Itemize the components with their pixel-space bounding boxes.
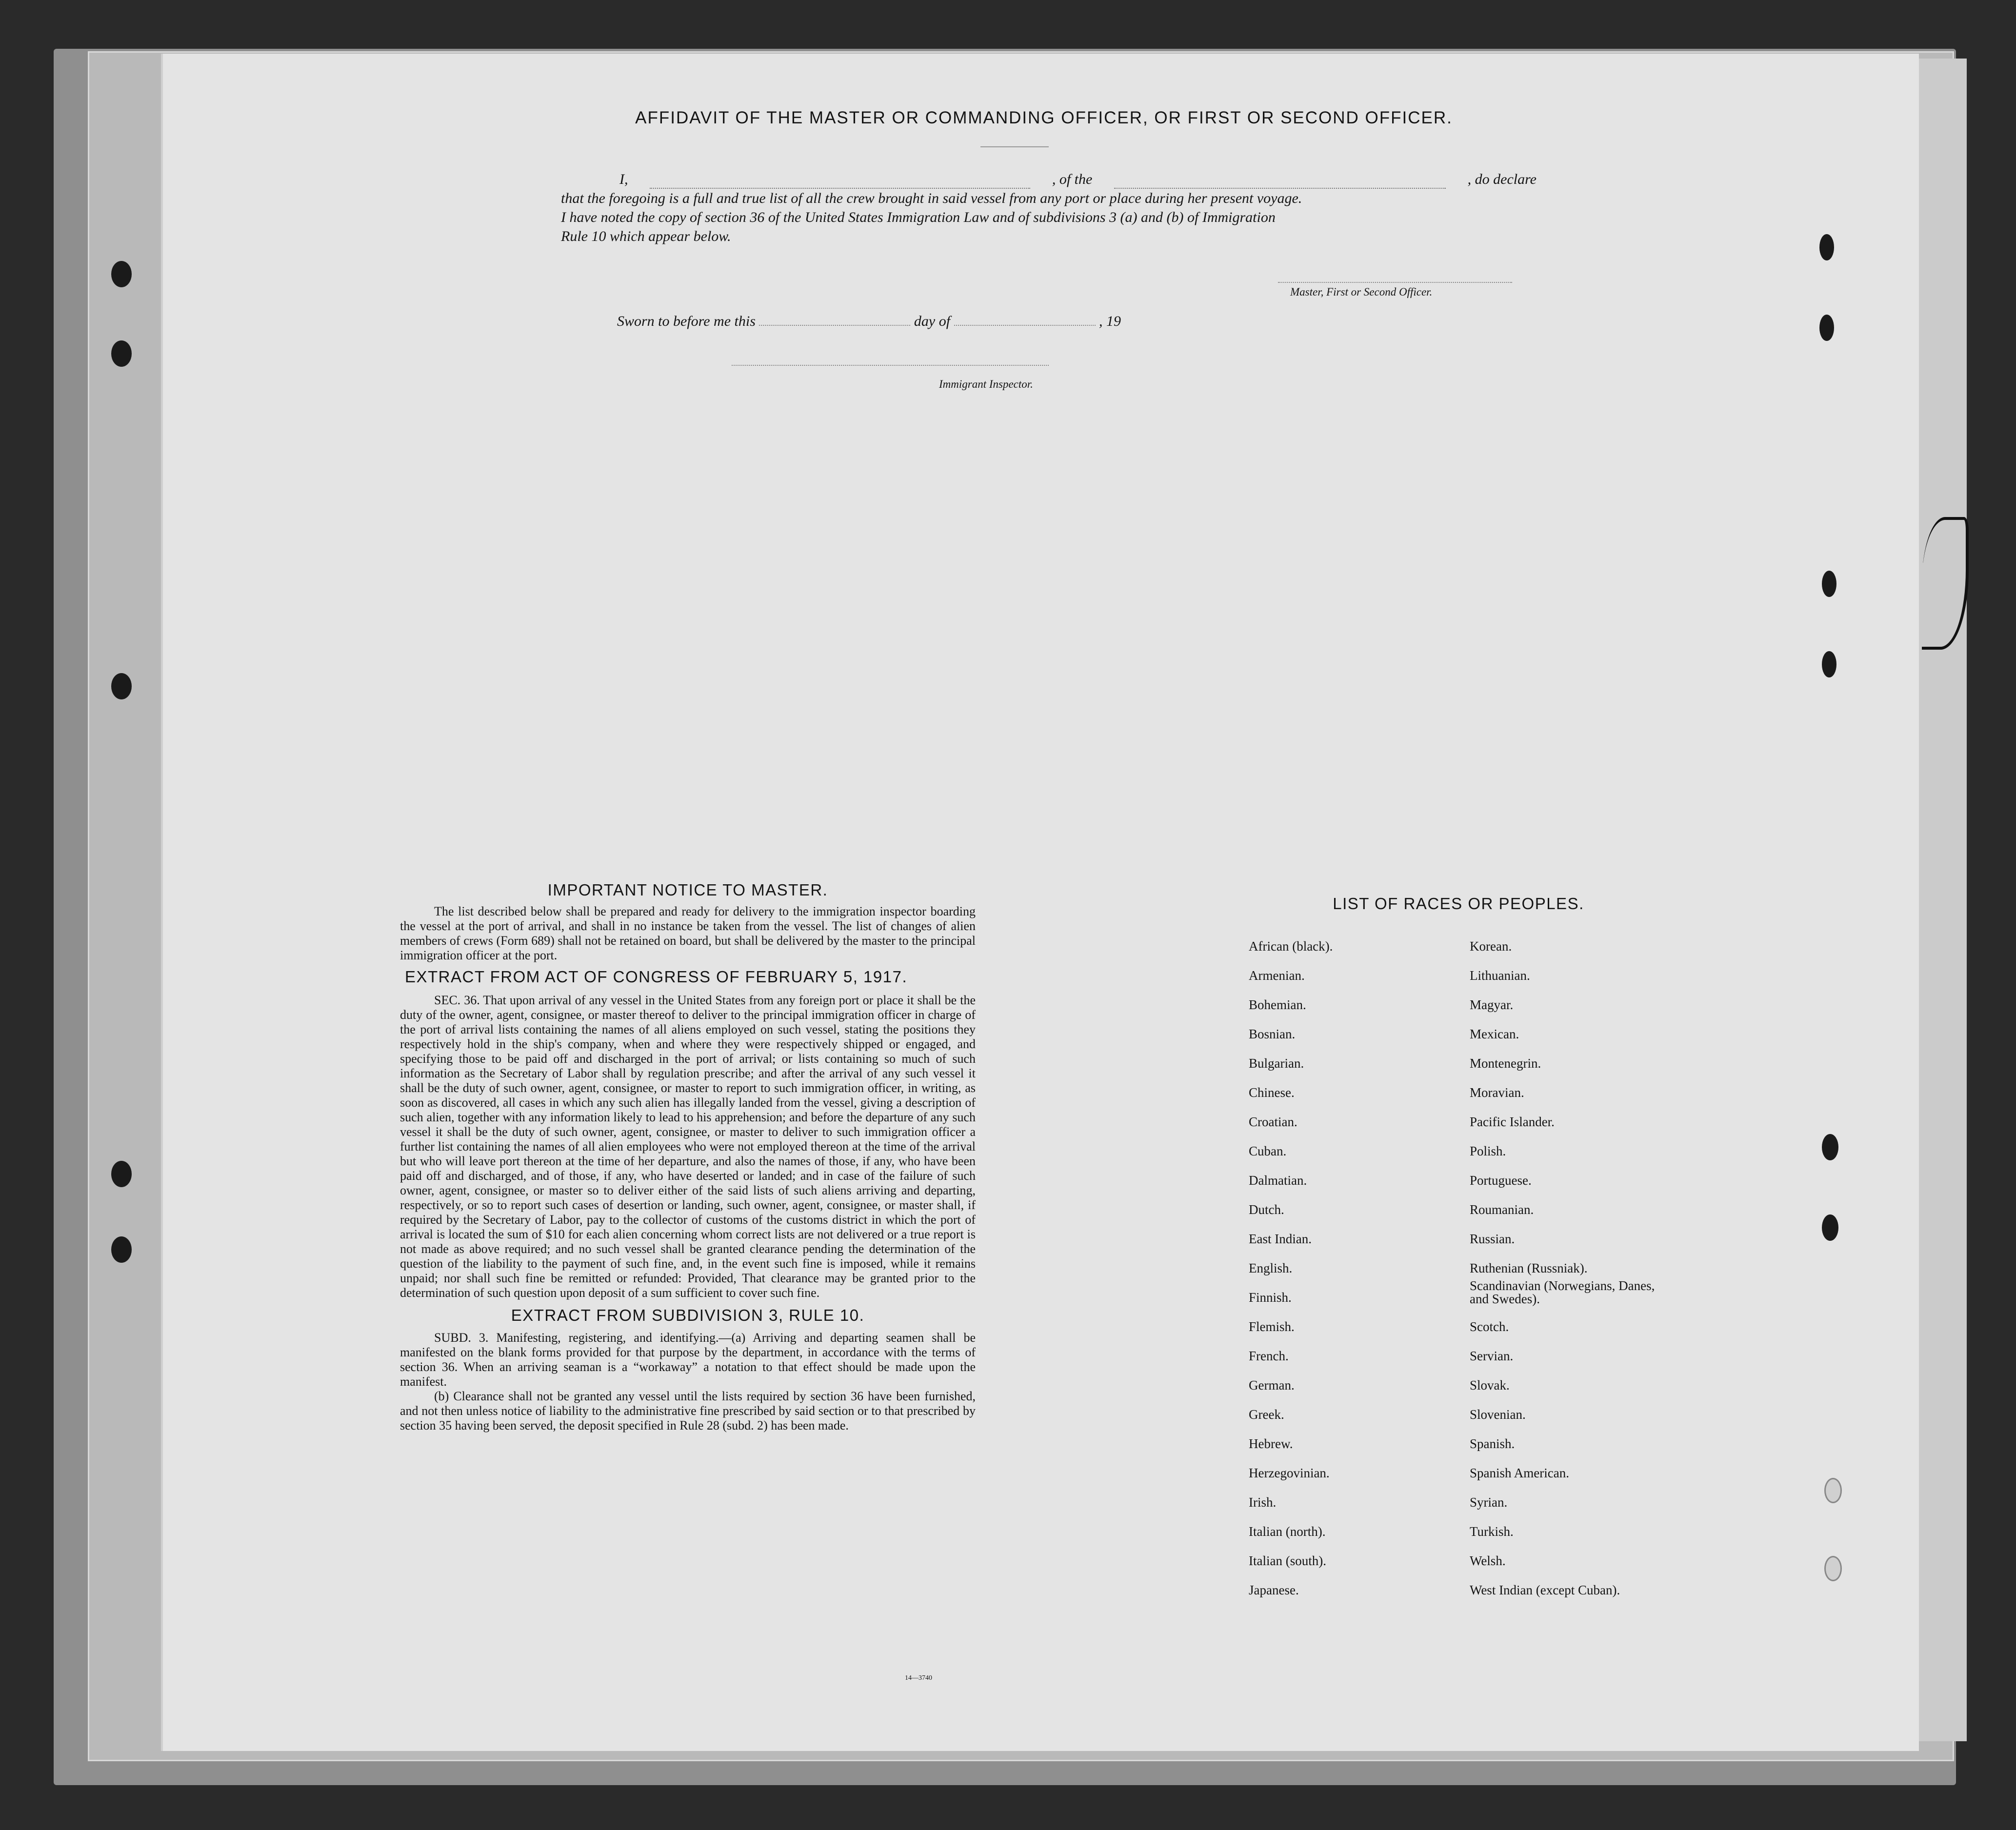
of-the-label: , of the bbox=[1052, 171, 1093, 187]
punch-hole bbox=[111, 1161, 132, 1187]
punch-hole bbox=[1822, 571, 1836, 597]
race-item: Croatian. bbox=[1249, 1114, 1297, 1129]
affidavit-body-line: Rule 10 which appear below. bbox=[561, 228, 731, 244]
notice-title: IMPORTANT NOTICE TO MASTER. bbox=[547, 881, 828, 899]
notice-text: The list described below shall be prepared and ready for delivery to the immigration inspector boarding the vessel at the port of arrival, and shall in no instance be taken from the vessel. The list of changes of alien members of crews (Form 689) shall not be retained on board, but shall be delivered by the master to the principal immigration officer at the port. bbox=[400, 904, 976, 962]
officer-name-field[interactable] bbox=[650, 170, 1030, 189]
race-item: Portuguese. bbox=[1470, 1173, 1532, 1188]
race-item: Montenegrin. bbox=[1470, 1056, 1541, 1071]
race-item: Polish. bbox=[1470, 1144, 1506, 1158]
race-item: Slovak. bbox=[1470, 1378, 1510, 1392]
race-item: Flemish. bbox=[1249, 1319, 1295, 1334]
day-of-label: day of bbox=[914, 313, 951, 329]
master-signature-field[interactable] bbox=[1278, 282, 1512, 283]
punch-hole bbox=[1819, 234, 1834, 260]
race-item: Cuban. bbox=[1249, 1144, 1287, 1158]
punch-hole bbox=[1824, 1478, 1842, 1503]
race-item: French. bbox=[1249, 1349, 1289, 1363]
races-title: LIST OF RACES OR PEOPLES. bbox=[1333, 895, 1584, 913]
race-item: Moravian. bbox=[1470, 1085, 1524, 1100]
races-right-column bbox=[1470, 939, 1679, 1612]
race-item: Dutch. bbox=[1249, 1202, 1284, 1217]
races-left-column bbox=[1249, 939, 1454, 1612]
punch-hole bbox=[1819, 315, 1834, 341]
vessel-name-field[interactable] bbox=[1114, 170, 1446, 189]
year-label: , 19 bbox=[1099, 313, 1121, 329]
race-item: Roumanian. bbox=[1470, 1202, 1534, 1217]
punch-hole bbox=[111, 261, 132, 287]
race-item: Syrian. bbox=[1470, 1495, 1508, 1510]
race-item: Mexican. bbox=[1470, 1027, 1519, 1041]
race-item: Lithuanian. bbox=[1470, 968, 1530, 983]
race-item: Italian (south). bbox=[1249, 1553, 1326, 1568]
race-item: Japanese. bbox=[1249, 1583, 1299, 1597]
punch-hole bbox=[111, 673, 132, 699]
race-item: Welsh. bbox=[1470, 1553, 1506, 1568]
rule-extract-para-b: (b) Clearance shall not be granted any vessel until the lists required by section 36 have been furnished, and not then unless notice of liability to the administrative fine prescribed by said section or to that prescribed by section 35 having been served, the deposit specified in Rule 28 (subd. 2) has been made. bbox=[400, 1389, 976, 1432]
race-item: German. bbox=[1249, 1378, 1295, 1392]
punch-hole bbox=[1822, 651, 1836, 677]
race-item: Servian. bbox=[1470, 1349, 1514, 1363]
race-item: Spanish. bbox=[1470, 1436, 1515, 1451]
punch-hole bbox=[1822, 1214, 1838, 1241]
rule-extract-title: EXTRACT FROM SUBDIVISION 3, RULE 10. bbox=[511, 1306, 865, 1324]
title-rule bbox=[980, 146, 1049, 147]
race-item: Hebrew. bbox=[1249, 1436, 1293, 1451]
race-item: West Indian (except Cuban). bbox=[1470, 1583, 1620, 1597]
race-item: Chinese. bbox=[1249, 1085, 1295, 1100]
race-item: Greek. bbox=[1249, 1407, 1284, 1422]
race-item: Finnish. bbox=[1249, 1290, 1292, 1305]
i-label: I, bbox=[619, 171, 628, 187]
race-item: Pacific Islander. bbox=[1470, 1114, 1555, 1129]
notice-section bbox=[400, 881, 976, 1433]
punch-hole bbox=[111, 340, 132, 367]
do-declare-label: , do declare bbox=[1467, 171, 1537, 187]
race-item: Scotch. bbox=[1470, 1319, 1509, 1334]
sworn-day-field[interactable] bbox=[759, 325, 910, 326]
race-item: Korean. bbox=[1470, 939, 1512, 954]
race-item: Bulgarian. bbox=[1249, 1056, 1304, 1071]
race-item: Herzegovinian. bbox=[1249, 1466, 1330, 1480]
affidavit-text bbox=[561, 170, 1537, 246]
affidavit-body-line: that the foregoing is a full and true list of all the crew brought in said vessel from any port or place during her present voyage. bbox=[561, 190, 1302, 206]
race-item: Magyar. bbox=[1470, 997, 1514, 1012]
race-item: East Indian. bbox=[1249, 1232, 1312, 1246]
race-item: African (black). bbox=[1249, 939, 1333, 954]
race-item: English. bbox=[1249, 1261, 1293, 1275]
race-item: Slovenian. bbox=[1470, 1407, 1526, 1422]
punch-hole bbox=[1822, 1134, 1838, 1160]
punch-hole bbox=[111, 1236, 132, 1263]
race-item: Russian. bbox=[1470, 1232, 1515, 1246]
inspector-signature-field[interactable] bbox=[732, 365, 1049, 366]
race-item: Italian (north). bbox=[1249, 1524, 1326, 1539]
affidavit-declaration-line bbox=[561, 170, 1537, 189]
affidavit-body-line: I have noted the copy of section 36 of the United States Immigration Law and of subdivisions 3 (a) and (b) of Immigration bbox=[561, 209, 1276, 225]
master-signature-label: Master, First or Second Officer. bbox=[1290, 286, 1433, 298]
race-item: Bohemian. bbox=[1249, 997, 1306, 1012]
form-number: 14—3740 bbox=[905, 1674, 932, 1682]
race-item: Bosnian. bbox=[1249, 1027, 1296, 1041]
race-item: Spanish American. bbox=[1470, 1466, 1569, 1480]
race-item: Scandinavian (Norwegians, Danes, and Swedes). bbox=[1470, 1278, 1655, 1306]
race-item: Ruthenian (Russniak). bbox=[1470, 1261, 1588, 1275]
sworn-month-field[interactable] bbox=[954, 325, 1096, 326]
affidavit-title: AFFIDAVIT OF THE MASTER OR COMMANDING OFFICER, OR FIRST OR SECOND OFFICER. bbox=[635, 108, 1453, 127]
rule-extract-para-a: SUBD. 3. Manifesting, registering, and identifying.—(a) Arriving and departing seamen shall be manifested on the blank forms provided for that purpose by the department, in accordance with the terms of section 36. When an arriving seaman is a “workaway” a notation to that effect should be made upon the manifest. bbox=[400, 1331, 976, 1389]
act-extract-text: SEC. 36. That upon arrival of any vessel in the United States from any foreign port or place it shall be the duty of the owner, agent, consignee, or master thereof to deliver to the principal immigration officer in charge of the port of arrival lists containing the names of all aliens employed on such vessel, stating the positions they respectively hold in the ship's company, when and where they were respectively shipped or engaged, and specifying those to be paid off and discharged in the port of arrival; or lists containing so much of such information as the Secretary of Labor shall by regulation prescribe; and after the arrival of any such vessel it shall be the duty of such owner, agent, consignee, or master to report to such immigration officer, in writing, as soon as discovered, all cases in which any such alien has illegally landed from the vessel, giving a description of such alien, together with any information likely to lead to his apprehension; and before the departure of any such vessel it shall be the duty of such owner, agent, consignee, or master to deliver to such immigration officer a further list containing the names of all alien employees who were not employed thereon at the time of the arrival but who will leave port thereon at the time of her departure, and also the names of those, if any, who have been paid off and discharged, and of those, if any, who have deserted or landed; and in case of the failure of such owner, agent, consignee, or master so to deliver either of the said lists of such aliens arriving and departing, respectively, or so to report such cases of desertion or landing, such owner, agent, consignee, or master shall, if required by the Secretary of Labor, pay to the collector of customs of the customs district in which the port of arrival is located the sum of $10 for each alien concerning whom correct lists are not delivered or a true report is not made as above required; and no such vessel shall be granted clearance pending the determination of the question of the liability to the payment of such fine, and, in the event such fine is imposed, while it remains unpaid; nor shall such fine be remitted or refunded: Provided, That clearance may be granted prior to the determination of such question upon deposit of a sum sufficient to cover such fine. bbox=[400, 993, 976, 1300]
sworn-line bbox=[617, 313, 1121, 330]
race-item: Dalmatian. bbox=[1249, 1173, 1307, 1188]
race-item: Armenian. bbox=[1249, 968, 1305, 983]
race-item: Turkish. bbox=[1470, 1524, 1514, 1539]
race-item: Irish. bbox=[1249, 1495, 1277, 1510]
inspector-label: Immigrant Inspector. bbox=[939, 378, 1033, 390]
act-extract-title: EXTRACT FROM ACT OF CONGRESS OF FEBRUARY 5, 1917. bbox=[405, 968, 908, 986]
sworn-label: Sworn to before me this bbox=[617, 313, 756, 329]
punch-hole bbox=[1824, 1556, 1842, 1581]
